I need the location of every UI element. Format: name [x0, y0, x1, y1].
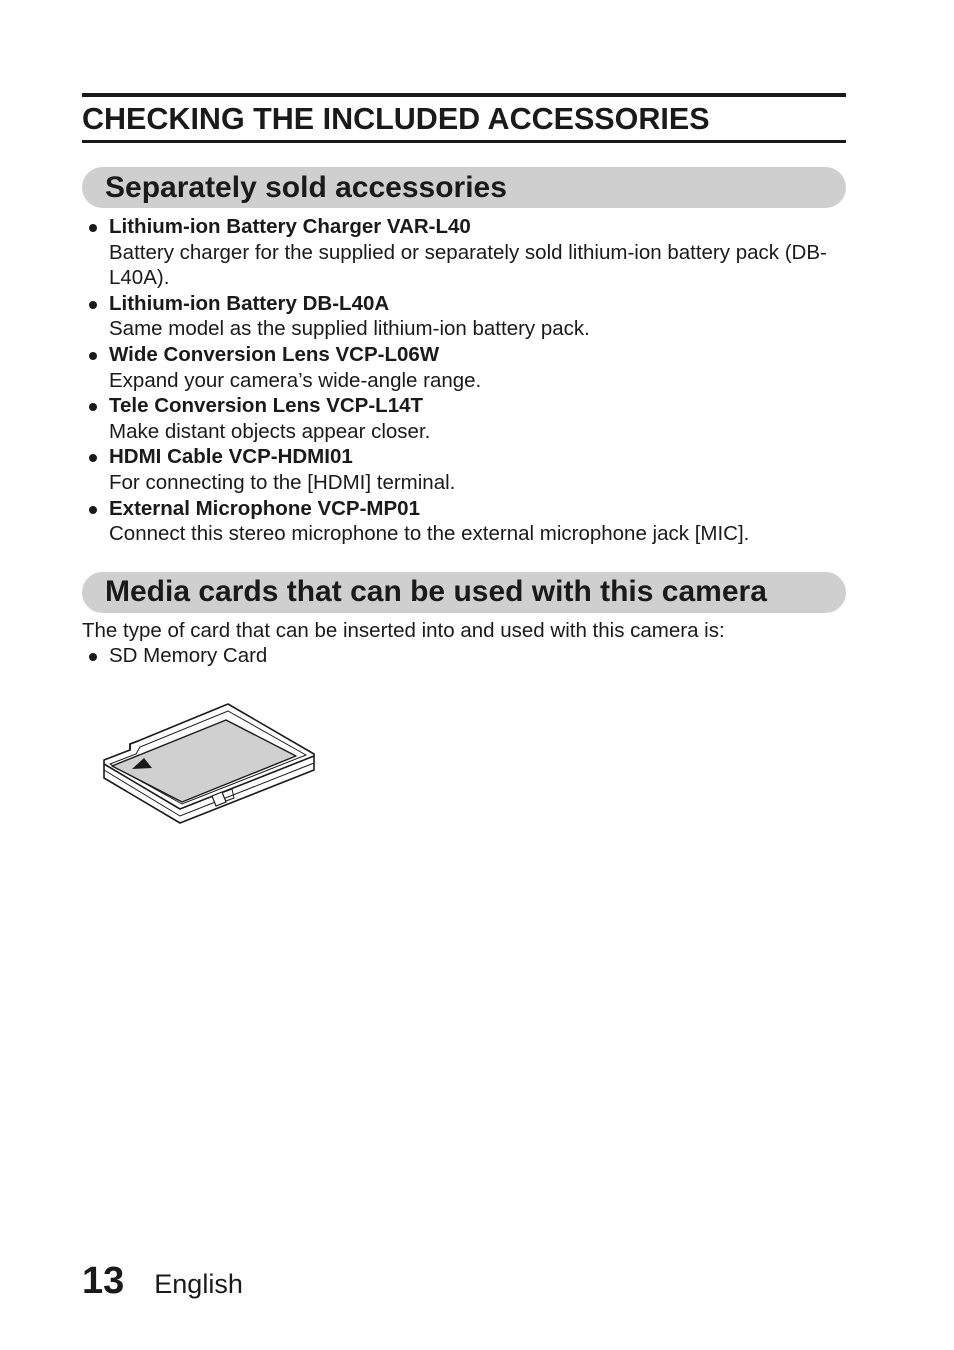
list-item — [82, 444, 846, 495]
accessory-list — [82, 214, 846, 547]
list-item — [82, 496, 846, 547]
item-description: Expand your camera’s wide-angle range. — [109, 368, 482, 392]
sd-card-icon — [100, 700, 320, 828]
manual-page — [82, 93, 846, 669]
page-footer — [82, 1262, 243, 1300]
item-description: Connect this stereo microphone to the external microphone jack [MIC]. — [109, 522, 750, 546]
bullet-icon — [89, 506, 97, 514]
section-title: Media cards that can be used with this camera — [105, 575, 767, 609]
section-heading-media-cards — [82, 572, 846, 613]
bullet-icon — [89, 454, 97, 462]
list-item — [82, 291, 846, 342]
item-name: Lithium-ion Battery Charger VAR-L40 — [109, 215, 471, 238]
list-item — [82, 643, 846, 669]
card-list — [82, 643, 846, 669]
item-name: Tele Conversion Lens VCP-L14T — [109, 394, 424, 418]
item-description: Same model as the supplied lithium-ion battery pack. — [109, 317, 590, 341]
bullet-icon — [89, 224, 97, 232]
item-description: Battery charger for the supplied or separately sold lithium-ion battery pack (DB-L40A). — [109, 240, 827, 290]
language-label: English — [154, 1269, 243, 1299]
item-description: Make distant objects appear closer. — [109, 419, 431, 443]
bullet-icon — [89, 653, 97, 661]
item-name: Wide Conversion Lens VCP-L06W — [109, 342, 440, 366]
item-name: External Microphone VCP-MP01 — [109, 496, 420, 520]
section-heading-accessories — [82, 167, 846, 208]
page-number: 13 — [82, 1260, 125, 1302]
item-name: HDMI Cable VCP-HDMI01 — [109, 445, 353, 469]
item-description: For connecting to the [HDMI] terminal. — [109, 470, 456, 494]
section-title: Separately sold accessories — [105, 170, 507, 204]
list-item — [82, 342, 846, 393]
list-item — [82, 214, 846, 291]
bullet-icon — [89, 352, 97, 360]
bullet-icon — [89, 403, 97, 411]
media-intro-text: The type of card that can be inserted into and used with this camera is: — [82, 618, 725, 642]
page-title: CHECKING THE INCLUDED ACCESSORIES — [82, 102, 710, 137]
bullet-icon — [89, 301, 97, 309]
page-title-band — [82, 93, 846, 143]
list-item — [82, 393, 846, 444]
card-type: SD Memory Card — [109, 644, 268, 668]
item-name: Lithium-ion Battery DB-L40A — [109, 291, 390, 315]
